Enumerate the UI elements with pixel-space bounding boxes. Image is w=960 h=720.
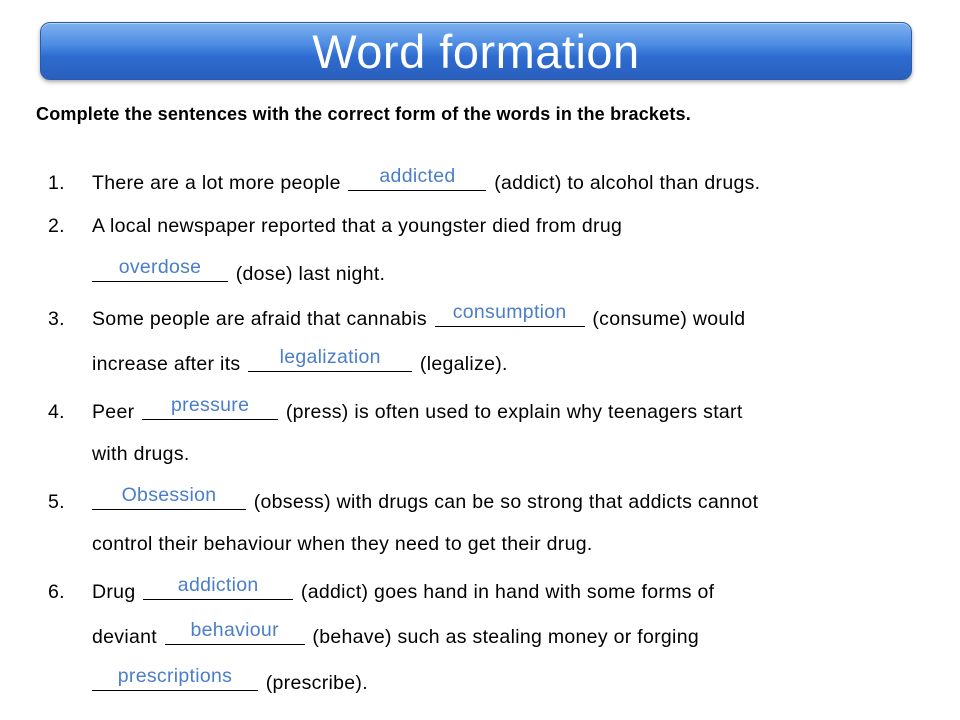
sentence-text: control their behaviour when they need to get their drug. [92, 533, 593, 555]
list-item-2 [48, 212, 622, 240]
sentence-text: increase after its [92, 353, 241, 375]
sentence-text: deviant [92, 626, 157, 648]
answer-blank[interactable] [92, 255, 228, 282]
answer-text: addiction [177, 573, 259, 596]
list-item-4-continued [48, 440, 190, 468]
instructions: Complete the sentences with the correct form of the words in the brackets. [36, 104, 691, 124]
answer-text: legalization [279, 345, 381, 368]
sentence-text: with drugs. [92, 443, 190, 465]
item-number: 4. [48, 401, 65, 423]
item-number: 3. [48, 308, 65, 330]
answer-blank[interactable] [92, 483, 246, 510]
list-item-6-continued [48, 620, 699, 648]
page-title: Word formation [312, 24, 640, 78]
sentence-text: Some people are afraid that cannabis [92, 308, 427, 330]
list-item-1 [48, 166, 760, 194]
list-item-3 [48, 302, 745, 330]
list-item-5 [48, 485, 758, 513]
sentence-text: Drug [92, 581, 136, 603]
sentence-text: (consume) would [592, 308, 746, 330]
answer-blank[interactable] [435, 300, 585, 327]
answer-blank[interactable] [143, 573, 293, 600]
item-number: 2. [48, 215, 65, 237]
answer-blank[interactable] [142, 393, 278, 420]
list-item-2-continued [48, 257, 385, 285]
item-number: 1. [48, 172, 65, 194]
answer-text: consumption [452, 300, 567, 323]
sentence-text: (legalize). [419, 353, 508, 375]
sentence-text: Peer [92, 401, 135, 423]
answer-text: behaviour [190, 618, 279, 641]
answer-blank[interactable] [348, 164, 486, 191]
answer-text: prescriptions [117, 664, 233, 687]
list-item-4 [48, 395, 743, 423]
sentence-text: (addict) to alcohol than drugs. [494, 172, 761, 194]
sentence-text: (press) is often used to explain why teenagers start [285, 401, 743, 423]
item-number: 6. [48, 581, 65, 603]
sentence-text: (obsess) with drugs can be so strong that addicts cannot [253, 491, 759, 513]
answer-text: Obsession [121, 483, 217, 506]
item-number: 5. [48, 491, 65, 513]
sentence-text: (behave) such as stealing money or forging [312, 626, 699, 648]
answer-text: pressure [170, 393, 250, 416]
sentence-text: (addict) goes hand in hand with some forms of [300, 581, 715, 603]
answer-blank[interactable] [92, 664, 258, 691]
sentence-text: (prescribe). [265, 672, 368, 694]
answer-text: overdose [118, 255, 202, 278]
list-item-5-continued [48, 530, 593, 558]
answer-text: addicted [379, 164, 456, 187]
sentence-text: There are a lot more people [92, 172, 341, 194]
title-banner [40, 22, 912, 80]
sentence-text: (dose) last night. [235, 263, 386, 285]
answer-blank[interactable] [248, 345, 412, 372]
list-item-6-continued-2 [48, 666, 368, 694]
answer-blank[interactable] [165, 618, 305, 645]
sentence-text: A local newspaper reported that a youngster died from drug [92, 215, 623, 237]
list-item-6 [48, 575, 714, 603]
list-item-3-continued [48, 347, 508, 375]
